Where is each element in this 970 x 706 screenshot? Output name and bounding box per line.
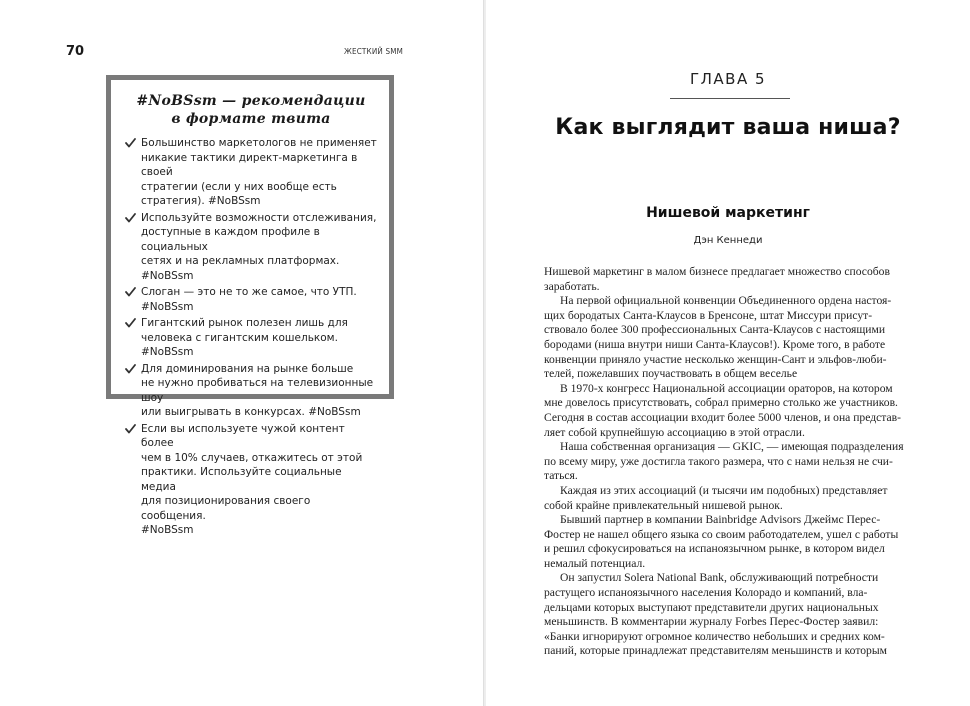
tip-item: [125, 316, 377, 360]
tip-line: Большинство маркетологов не применяет: [141, 137, 377, 149]
text-line: паний, которые принадлежат представителям меньшинств и которым: [544, 644, 887, 658]
tips-list: [125, 136, 377, 538]
tip-line: никакие тактики директ-маркетинга в своей: [141, 151, 358, 178]
tip-line: чем в 10% случаев, откажитесь от этой: [141, 451, 363, 464]
tweet-recommendations-box: [106, 75, 394, 536]
text-line: Бывший партнер в компании Bainbridge Advisors Джеймс Перес-: [560, 513, 881, 527]
tip-item: [125, 362, 377, 420]
tip-item: [125, 422, 377, 538]
text-line: Наша собственная организация — GKIC, — имеющая подразделения: [560, 440, 904, 454]
text-line: Нишевой маркетинг в малом бизнесе предлагает множество способов: [544, 265, 890, 278]
text-line: «Банки игнорируют огромное количество небольших и средних ком-: [544, 629, 885, 643]
tip-line: не нужно пробиваться на телевизионные шоу: [141, 377, 374, 404]
tip-line: стратегии (если у них вообще есть: [141, 180, 337, 193]
author: Дэн Кеннеди: [693, 235, 763, 246]
tip-line: Используйте возможности отслеживания,: [141, 211, 377, 224]
text-line: растущего испаноязычного населения Колорадо и компаний, вла-: [544, 586, 868, 600]
tip-line: для позиционирования своего сообщения.: [141, 495, 311, 522]
text-line: ляет собой крупнейшую ассоциацию в этой отрасли.: [544, 425, 805, 439]
text-line: и решил сфокусироваться на испаноязычном рынке, в котором видел: [544, 542, 885, 556]
paragraph: [544, 571, 888, 659]
tip-line: стратегия). #NoBSsm: [141, 195, 261, 207]
text-line: В 1970-х конгресс Национальной ассоциации ораторов, на котором: [560, 381, 893, 395]
checkmark-icon: [125, 138, 136, 148]
tip-line: человека с гигантским кошельком. #NoBSsm: [141, 331, 338, 358]
box-title-line: в формате твита: [171, 111, 331, 127]
body-text: [544, 265, 904, 659]
tip-line: Гигантский рынок полезен лишь для: [141, 317, 348, 329]
paragraph: [544, 484, 888, 513]
text-line: меньшинств. В комментарии журналу Forbes Перес-Фостер заявил:: [544, 615, 879, 629]
text-line: собой крайне привлекательный нишевой рынок.: [544, 498, 783, 512]
text-line: дельцами которых выступают представители других национальных: [544, 600, 879, 614]
tip-line: сетях и на рекламных платформах. #NoBSsm: [141, 255, 340, 282]
paragraph: [544, 381, 901, 440]
text-line: заработать.: [544, 279, 600, 293]
chapter-rule: [670, 98, 790, 99]
left-page: [0, 0, 484, 706]
tip-item: [125, 285, 377, 314]
right-page: [486, 0, 970, 706]
chapter-label: ГЛАВА 5: [689, 70, 767, 88]
text-line: по всему миру, уже достигла такого размера, что с нами нельзя не счи-: [544, 454, 893, 468]
box-title: [125, 92, 377, 128]
paragraph: [544, 294, 892, 382]
tip-line: доступные в каждом профиле в социальных: [141, 226, 320, 253]
tip-line: практики. Используйте социальные медиа: [141, 466, 342, 493]
checkmark-icon: [125, 364, 136, 374]
paragraph: [544, 440, 904, 484]
section-title: Нишевой маркетинг: [646, 205, 810, 221]
text-line: ствовало более 300 профессиональных Санта-Клаусов с настоящими: [544, 323, 886, 337]
text-line: немалый потенциал.: [544, 556, 646, 570]
text-line: таться.: [544, 469, 578, 483]
text-line: Он запустил Solera National Bank, обслуживающий потребности: [560, 571, 879, 585]
tip-line: или выигрывать в конкурсах. #NoBSsm: [141, 406, 361, 418]
box-title-line: #NoBSsm — рекомендации: [136, 93, 366, 109]
paragraph: [544, 265, 888, 294]
page-number: 70: [66, 44, 85, 59]
checkmark-icon: [125, 287, 136, 297]
checkmark-icon: [125, 424, 136, 434]
text-line: Каждая из этих ассоциаций (и тысячи им подобных) представляет: [560, 483, 888, 497]
tip-line: #NoBSsm: [141, 300, 194, 313]
tip-line: #NoBSsm: [141, 524, 194, 536]
checkmark-icon: [125, 318, 136, 328]
running-head: ЖЕСТКИЙ SMM: [344, 47, 404, 56]
tip-line: Для доминирования на рынке больше: [141, 362, 354, 375]
tip-item: [125, 211, 377, 284]
chapter-title: Как выглядит ваша ниша?: [555, 115, 901, 140]
paragraph: [544, 513, 899, 571]
text-line: Сегодня в состав ассоциации входит более 5000 членов, и она представ-: [544, 410, 901, 424]
text-line: Фостер не нашел общего языка со своим работодателем, ушел с работы: [544, 527, 899, 541]
text-line: На первой официальной конвенции Объединенного ордена настоя-: [560, 294, 892, 308]
text-line: щих бородатых Санта-Клаусов в Бренсоне, штат Миссури присут-: [544, 308, 873, 322]
text-line: бородами (ниша внутри ниши Санта-Клаусов!). Кроме того, в работе: [544, 337, 886, 351]
text-line: мне довелось присутствовать, собрал примерно столько же участников.: [544, 396, 898, 410]
tip-line: Слоган — это не то же самое, что УТП.: [141, 286, 357, 298]
tip-line: Если вы используете чужой контент более: [141, 422, 345, 449]
text-line: телей, пожелавших поучаствовать в общем веселье: [544, 367, 798, 381]
checkmark-icon: [125, 213, 136, 223]
text-line: конвенции приняло участие несколько женщин-Сант и эльфов-люби-: [544, 352, 887, 366]
tip-item: [125, 136, 377, 209]
